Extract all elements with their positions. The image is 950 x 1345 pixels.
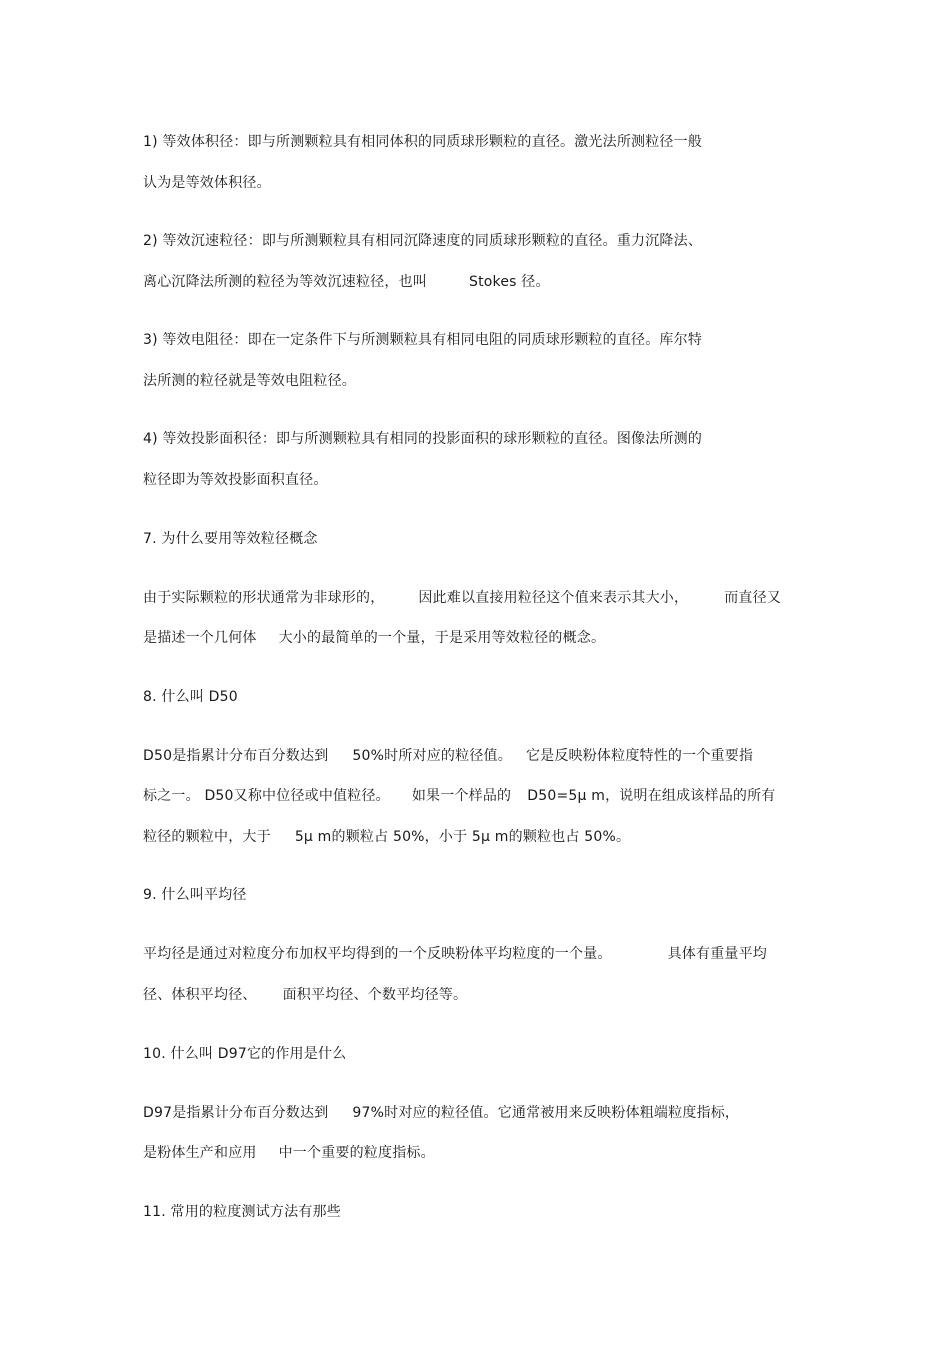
text-segment: 而直径又 [724, 590, 782, 606]
answer-9-line-1 [143, 945, 767, 963]
paragraph-2-line-1: 2) 等效沉速粒径：即与所测颗粒具有相同沉降速度的同质球形颗粒的直径。重力沉降法、 [143, 233, 703, 249]
answer-8-line-3 [143, 828, 630, 846]
answer-8-line-2 [143, 787, 776, 805]
paragraph-4-line-2: 粒径即为等效投影面积直径。 [143, 472, 328, 488]
question-8-heading: 8. 什么叫 D50 [143, 689, 238, 705]
question-7-heading: 7. 为什么要用等效粒径概念 [143, 531, 318, 547]
answer-9-line-2 [143, 986, 467, 1004]
answer-7-line-1 [143, 589, 781, 607]
paragraph-3-line-2: 法所测的粒径就是等效电阻粒径。 [143, 373, 356, 389]
text-segment: 平均径是通过对粒度分布加权平均得到的一个反映粉体平均粒度的一个量。 [143, 946, 612, 962]
answer-10-line-2 [143, 1144, 435, 1162]
question-10-heading: 10. 什么叫 D97它的作用是什么 [143, 1046, 347, 1062]
text-segment: 大小的最简单的一个量，于是采用等效粒径的概念。 [278, 630, 606, 646]
paragraph-2-line-2 [143, 273, 550, 291]
text-segment: 50%时所对应的粒径值。 [352, 748, 512, 764]
text-segment: 离心沉降法所测的粒径为等效沉速粒径，也叫 [143, 274, 427, 290]
text-segment: 因此难以直接用粒径这个值来表示其大小， [418, 590, 689, 606]
question-11-heading: 11. 常用的粒度测试方法有那些 [143, 1204, 341, 1220]
paragraph-1-line-2: 认为是等效体积径。 [143, 175, 271, 191]
question-9-heading: 9. 什么叫平均径 [143, 887, 247, 903]
text-segment: 面积平均径、个数平均径等。 [282, 987, 468, 1003]
text-segment: 标之一。 D50又称中位径或中值粒径。 [143, 788, 390, 804]
text-segment: 5μ m的颗粒占 50%，小于 5μ m的颗粒也占 50%。 [294, 829, 631, 845]
paragraph-3-line-1: 3) 等效电阻径：即在一定条件下与所测颗粒具有相同电阻的同质球形颗粒的直径。库尔特 [143, 332, 703, 348]
text-segment: 如果一个样品的 [411, 788, 512, 804]
text-segment: 97%时对应的粒径值。它通常被用来反映粉体粗端粒度指标， [352, 1105, 740, 1121]
text-segment: 径、体积平均径、 [143, 987, 257, 1003]
text-segment: D50是指累计分布百分数达到 [143, 748, 329, 764]
text-segment: 由于实际颗粒的形状通常为非球形的， [143, 590, 385, 606]
text-segment: 是粉体生产和应用 [143, 1145, 257, 1161]
paragraph-1-line-1: 1) 等效体积径：即与所测颗粒具有相同体积的同质球形颗粒的直径。激光法所测粒径一般 [143, 134, 703, 150]
text-segment: 中一个重要的粒度指标。 [278, 1145, 435, 1161]
paragraph-4-line-1: 4) 等效投影面积径：即与所测颗粒具有相同的投影面积的球形颗粒的直径。图像法所测的 [143, 431, 703, 447]
text-segment: 粒径的颗粒中，大于 [143, 829, 271, 845]
text-segment: Stokes 径。 [469, 274, 550, 290]
text-segment: 它是反映粉体粒度特性的一个重要指 [525, 748, 754, 764]
text-segment: D97是指累计分布百分数达到 [143, 1105, 329, 1121]
text-segment: 是描述一个几何体 [143, 630, 257, 646]
answer-7-line-2 [143, 629, 605, 647]
answer-8-line-1 [143, 747, 753, 765]
text-segment: 具体有重量平均 [667, 946, 768, 962]
answer-10-line-1 [143, 1104, 739, 1122]
text-segment: D50=5μ m，说明在组成该样品的所有 [527, 788, 776, 804]
